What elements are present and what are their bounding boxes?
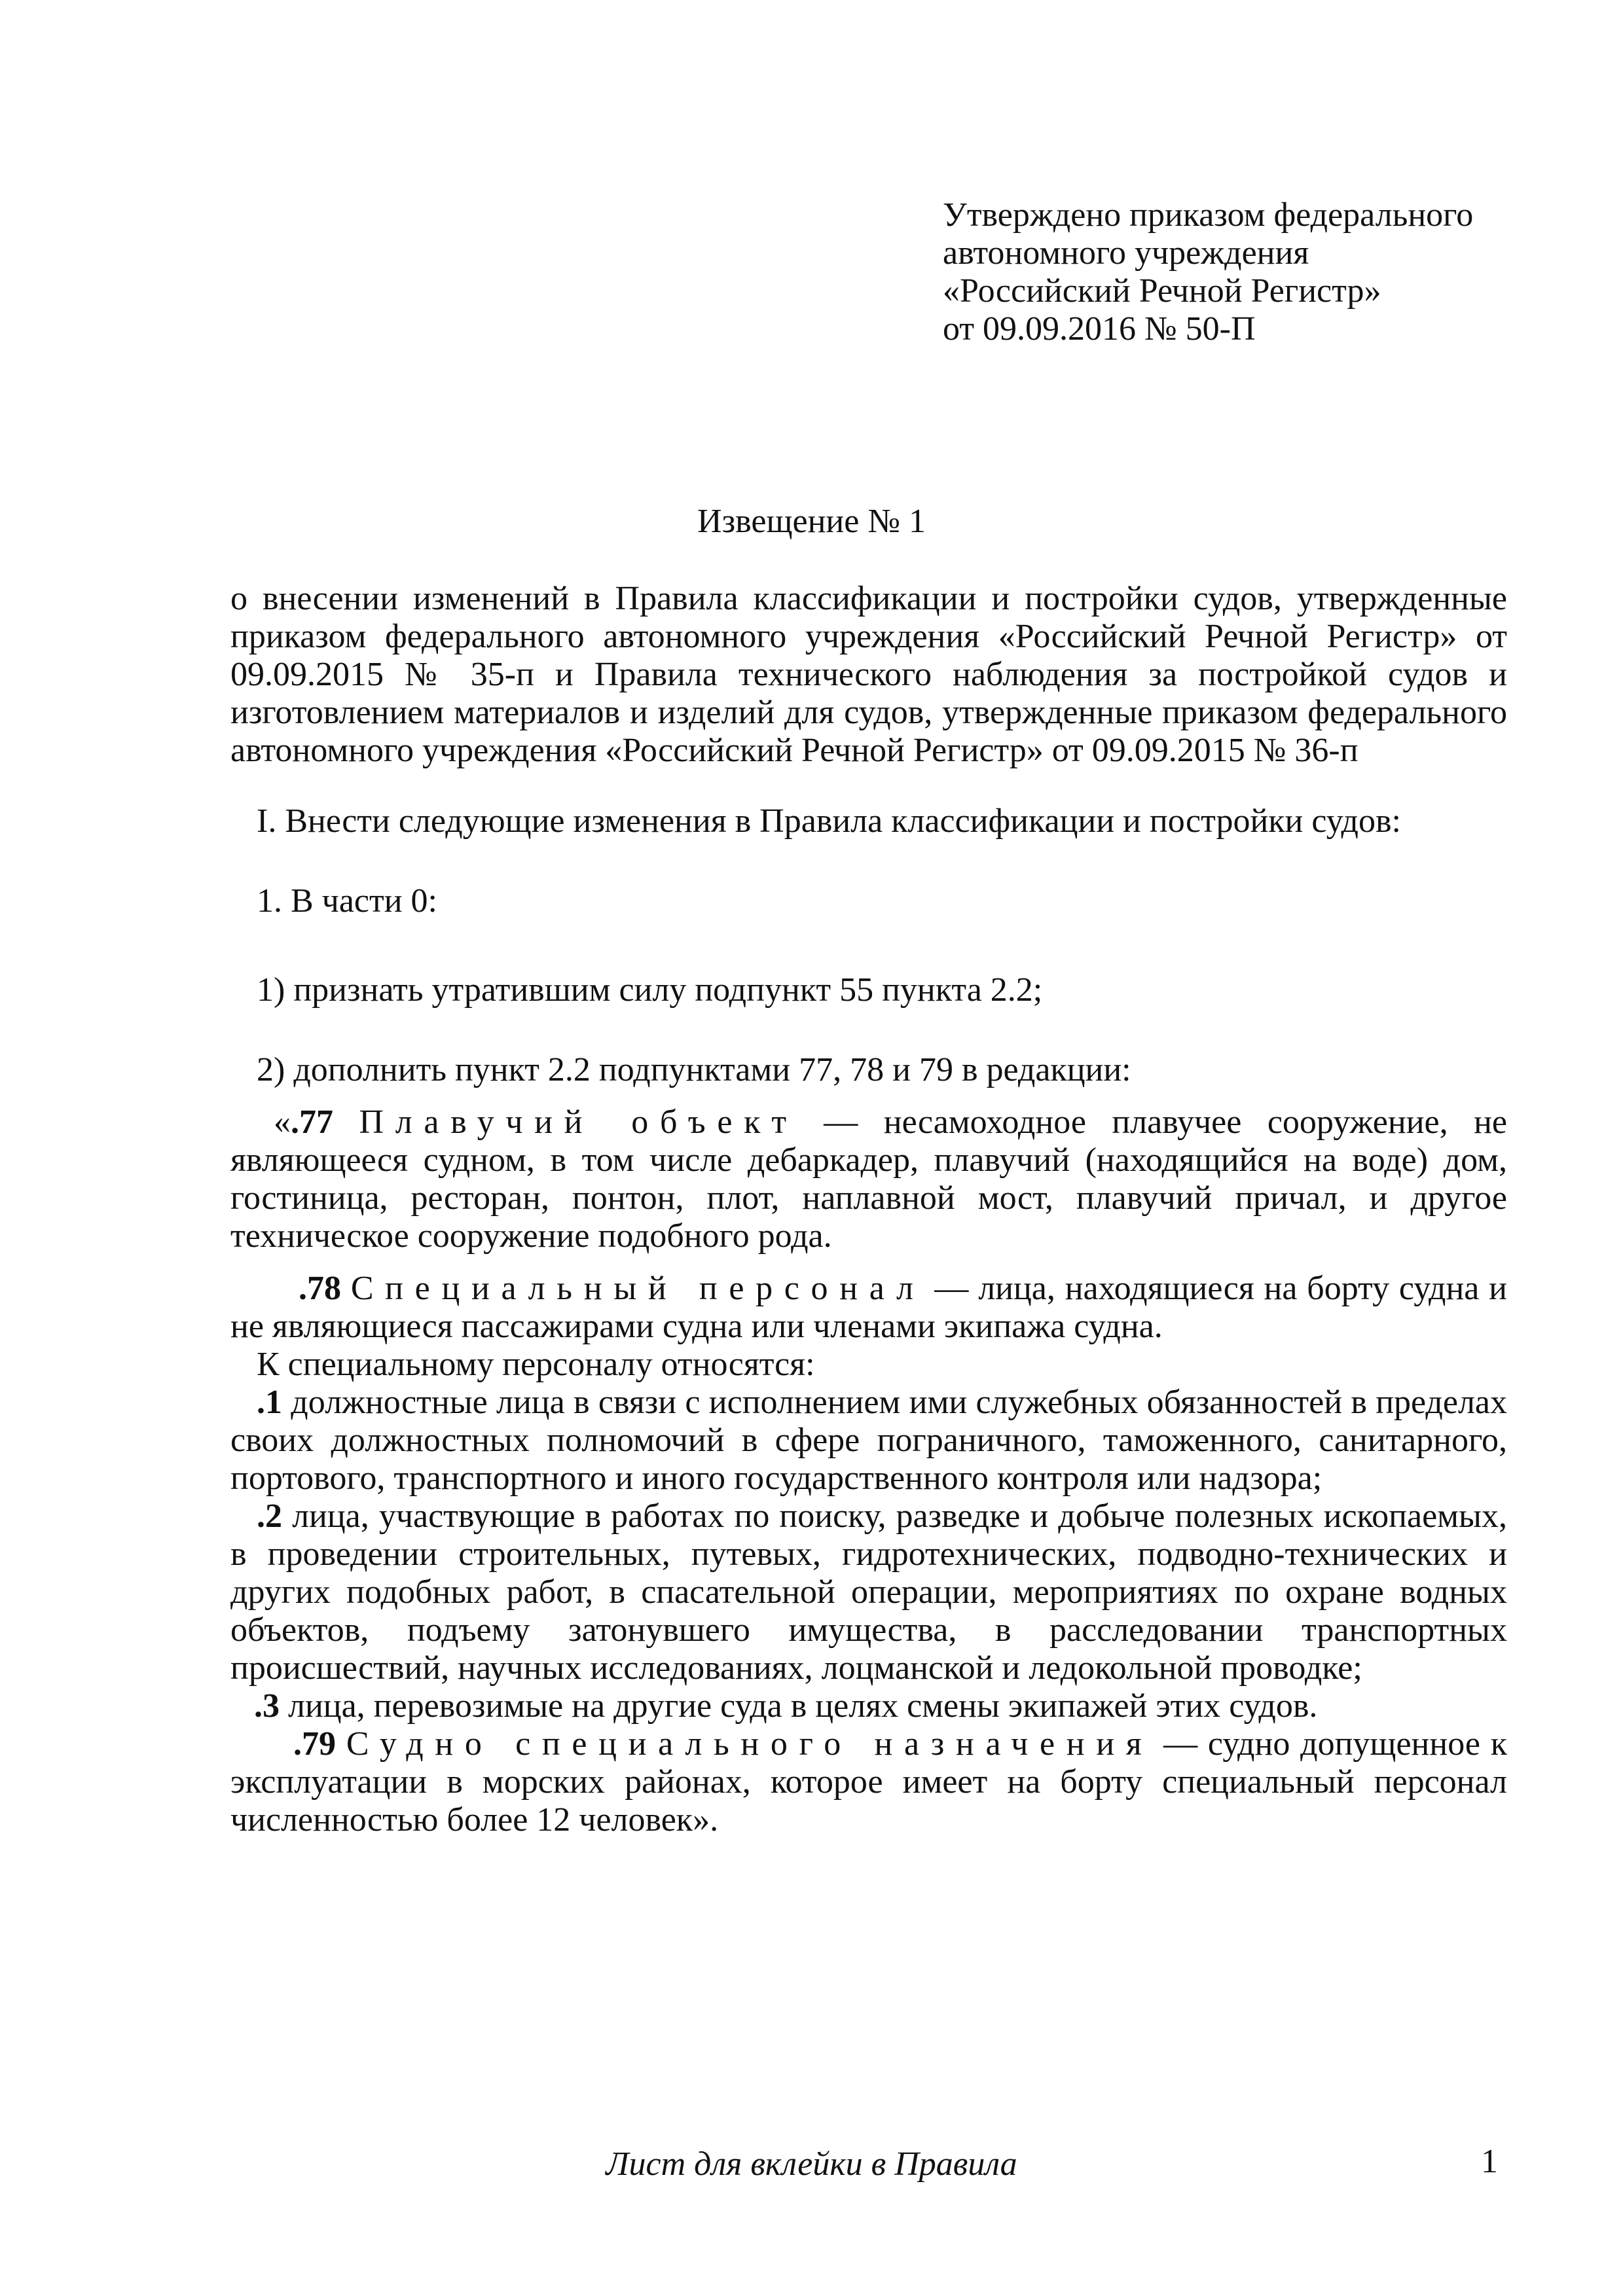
personnel-item-3-text: лица, перевозимые на другие суда в целях смены экипажей этих судов.: [280, 1687, 1318, 1725]
definition-78-number: .78: [299, 1270, 341, 1307]
personnel-item-2-number: .2: [257, 1498, 282, 1535]
definition-77: [230, 1103, 1507, 1255]
definition-79-text: — судно допущенное к эксплуатации в морских районах, которое имеет на борту специальный персонал численностью более 12 человек».: [230, 1725, 1507, 1839]
definition-77-term: Плавучий объект: [359, 1103, 798, 1141]
personnel-item-1-number: .1: [257, 1384, 282, 1421]
approval-line-1: Утверждено приказом федерального: [943, 196, 1474, 234]
personnel-item-1-text: должностные лица в связи с исполнением ими служебных обязанностей в пределах своих должностных полномочий в сфере пограничного, таможенного, санитарного, портового, транспортного и иного государственного контроля или надзора;: [230, 1384, 1507, 1497]
definition-78-text: — лица, находящиеся на борту судна и не являющиеся пассажирами судна или членами экипажа судна.: [230, 1270, 1508, 1345]
personnel-item-2: [230, 1498, 1507, 1687]
personnel-item-3: [230, 1687, 1507, 1725]
definition-78: [230, 1270, 1507, 1346]
definition-79-number: .79: [293, 1725, 336, 1763]
definition-77-number: .77: [291, 1103, 333, 1141]
definition-77-text: — несамоходное плавучее сооружение, не являющееся судном, в том числе дебаркадер, плавучий (находящийся на воде) дом, гостиница, ресторан, понтон, плот, наплавной мост, плавучий причал, и другое техническое сооружение подобного рода.: [230, 1103, 1507, 1255]
definition-79-term: Судно специального назначения: [346, 1725, 1154, 1763]
approval-line-4: от 09.09.2016 № 50-П: [943, 310, 1256, 348]
notice-title: Извещение № 1: [697, 503, 926, 540]
definition-78-term: Специальный персонал: [350, 1270, 925, 1307]
approval-line-3: «Российский Речной Регистр»: [943, 272, 1381, 310]
item-1: 1) признать утратившим силу подпункт 55 пункта 2.2;: [257, 971, 1043, 1009]
personnel-item-3-number: .3: [254, 1687, 280, 1725]
quote-open: «: [274, 1103, 291, 1141]
item-2: 2) дополнить пункт 2.2 подпунктами 77, 78 и 79 в редакции:: [257, 1051, 1131, 1088]
personnel-item-2-text: лица, участвующие в работах по поиску, разведке и добыче полезных ископаемых, в проведении строительных, путевых, гидротехнических, подводно-технических и других подобных работ, в спасательной операции, мероприятиях по охране водных объектов, подъему затонувшего имущества, в расследовании транспортных происшествий, научных исследованиях, лоцманской и ледокольной проводке;: [230, 1498, 1507, 1687]
footer-note: Лист для вклейки в Правила: [606, 2145, 1017, 2183]
personnel-intro: К специальному персоналу относятся:: [257, 1346, 815, 1383]
notice-subject: о внесении изменений в Правила классификации и постройки судов, утвержденные приказом федерального автономного учреждения «Российский Речной Регистр» от 09.09.2015 № 35-п и Правила технического наблюдения за постройкой судов и изготовлением материалов и изделий для судов, утвержденные приказом федерального автономного учреждения «Российский Речной Регистр» от 09.09.2015 № 36-п: [230, 580, 1507, 769]
page-number: 1: [1481, 2143, 1498, 2180]
approval-stamp: [943, 196, 1597, 348]
part-0-heading: 1. В части 0:: [257, 882, 437, 920]
definition-79: [230, 1725, 1507, 1839]
personnel-item-1: [230, 1384, 1507, 1498]
approval-line-2: автономного учреждения: [943, 234, 1309, 272]
document-body: [230, 580, 1507, 1839]
section-1-heading: I. Внести следующие изменения в Правила классификации и постройки судов:: [257, 802, 1401, 840]
